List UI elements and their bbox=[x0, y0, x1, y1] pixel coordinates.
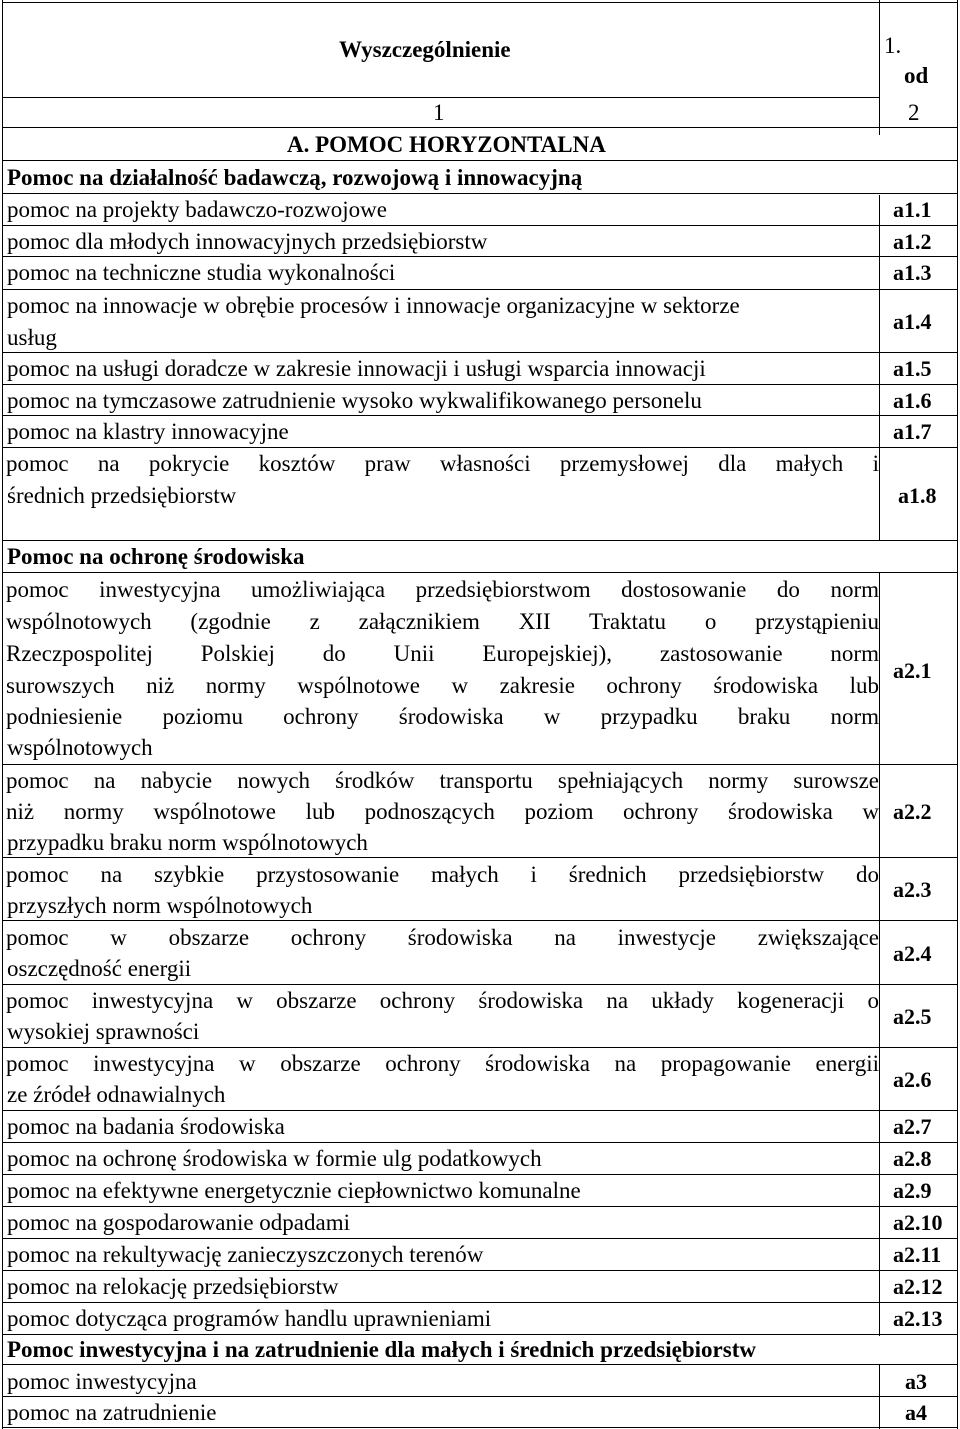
table-row-text: niż normy wspólnotowe lub podnoszących poziom ochrony środowiska w bbox=[6, 799, 879, 824]
table-row-code: a2.6 bbox=[893, 1067, 932, 1092]
table-row-text: oszczędność energii bbox=[7, 956, 192, 981]
table-row-code: a2.8 bbox=[893, 1146, 932, 1171]
table-row-text: usług bbox=[7, 325, 57, 350]
header-column-number: 2 bbox=[908, 100, 920, 125]
table-row-text: surowszych niż normy wspólnotowe w zakresie ochrony środowiska lub bbox=[6, 673, 879, 698]
table-row-text: pomoc na rekultywację zanieczyszczonych terenów bbox=[7, 1242, 484, 1267]
row-divider bbox=[2, 572, 958, 573]
table-row-code: a1.4 bbox=[893, 309, 932, 334]
table-row-code: a2.10 bbox=[893, 1210, 943, 1235]
table-row-code: a2.7 bbox=[893, 1114, 932, 1139]
table-row-text: pomoc na relokację przedsiębiorstw bbox=[7, 1274, 339, 1299]
table-row-text: ze źródeł odnawialnych bbox=[7, 1082, 226, 1107]
table-row-code: a2.1 bbox=[893, 658, 932, 683]
table-row-text: pomoc na pokrycie kosztów praw własności przemysłowej dla małych i bbox=[6, 451, 879, 476]
table-row-text: pomoc w obszarze ochrony środowiska na inwestycje zwiększające bbox=[6, 925, 879, 950]
header-column-label: Wyszczególnienie bbox=[339, 37, 511, 62]
table-row-code: a1.1 bbox=[893, 197, 932, 222]
table-row-text: pomoc dotycząca programów handlu uprawnieniami bbox=[7, 1306, 492, 1331]
row-divider bbox=[2, 127, 958, 128]
header-column2-label-line2: od bbox=[904, 63, 929, 88]
table-row-text: pomoc na szybkie przystosowanie małych i średnich przedsiębiorstw do bbox=[6, 862, 879, 887]
table-row-code: a2.12 bbox=[893, 1274, 943, 1299]
table-row-text: pomoc na techniczne studia wykonalności bbox=[7, 260, 396, 285]
table-row-text: pomoc inwestycyjna umożliwiająca przedsiębiorstwom dostosowanie do norm bbox=[6, 577, 879, 602]
group-title: Pomoc inwestycyjna i na zatrudnienie dla małych i średnich przedsiębiorstw bbox=[7, 1337, 756, 1362]
header-column-number: 1 bbox=[433, 100, 445, 125]
table-row-code: a2.4 bbox=[893, 941, 932, 966]
table-row-text: podniesienie poziomu ochrony środowiska w przypadku braku norm bbox=[6, 704, 879, 729]
table-row-text: pomoc inwestycyjna w obszarze ochrony środowiska na propagowanie energii bbox=[6, 1051, 879, 1076]
table-row-code: a3 bbox=[905, 1369, 927, 1394]
table-row-text: wspólnotowych bbox=[7, 735, 153, 760]
table-row-text: pomoc na badania środowiska bbox=[7, 1114, 285, 1139]
table-row-code: a1.8 bbox=[898, 483, 937, 508]
table-row-text: pomoc na innowacje w obrębie procesów i innowacje organizacyjne w sektorze bbox=[7, 293, 740, 318]
table-row-text: pomoc na klastry innowacyjne bbox=[7, 419, 289, 444]
table-row-text: pomoc na tymczasowe zatrudnienie wysoko wykwalifikowanego personelu bbox=[7, 388, 702, 413]
table-border-left bbox=[2, 0, 3, 1429]
table-row-text: pomoc dla młodych innowacyjnych przedsiębiorstw bbox=[7, 229, 488, 254]
table-row-code: a2.3 bbox=[893, 877, 932, 902]
group-title: Pomoc na działalność badawczą, rozwojową i innowacyjną bbox=[7, 165, 583, 190]
group-title: Pomoc na ochronę środowiska bbox=[7, 544, 305, 569]
column-divider bbox=[879, 0, 880, 135]
table-row-text: średnich przedsiębiorstw bbox=[7, 483, 237, 508]
table-row-text: przypadku braku norm wspólnotowych bbox=[7, 830, 368, 855]
table-row-text: pomoc na usługi doradcze w zakresie innowacji i usługi wsparcia innowacji bbox=[7, 356, 706, 381]
table-row-text: Rzeczpospolitej Polskiej do Unii Europejskiej), zastosowanie norm bbox=[6, 641, 879, 666]
table-row-text: pomoc na zatrudnienie bbox=[7, 1400, 217, 1425]
table-row-text: pomoc na ochronę środowiska w formie ulg podatkowych bbox=[7, 1146, 542, 1171]
table-row-text: pomoc inwestycyjna w obszarze ochrony środowiska na układy kogeneracji o bbox=[6, 988, 879, 1013]
table-row-text: pomoc na projekty badawczo-rozwojowe bbox=[7, 197, 387, 222]
table-row-code: a4 bbox=[905, 1400, 927, 1425]
table-row-code: a1.7 bbox=[893, 419, 932, 444]
table-row-code: a2.5 bbox=[893, 1004, 932, 1029]
column-divider bbox=[879, 572, 880, 1336]
column-divider bbox=[879, 195, 880, 541]
header-column2-label: 1. bbox=[884, 33, 902, 58]
table-row-text: pomoc na gospodarowanie odpadami bbox=[7, 1210, 350, 1235]
table-row-code: a2.13 bbox=[893, 1306, 943, 1331]
table-row-text: wysokiej sprawności bbox=[7, 1019, 200, 1044]
table-row-text: pomoc na efektywne energetycznie ciepłownictwo komunalne bbox=[7, 1178, 581, 1203]
table-row-code: a1.5 bbox=[893, 356, 932, 381]
table-row-code: a1.3 bbox=[893, 260, 932, 285]
table-row-code: a2.11 bbox=[893, 1242, 942, 1267]
table-border-right bbox=[957, 0, 958, 1429]
table-row-code: a2.2 bbox=[893, 799, 932, 824]
table-row-text: pomoc inwestycyjna bbox=[7, 1369, 197, 1394]
row-divider bbox=[2, 160, 958, 161]
table-row-text: przyszłych norm wspólnotowych bbox=[7, 893, 313, 918]
table-row-code: a1.6 bbox=[893, 388, 932, 413]
table-row-code: a2.9 bbox=[893, 1178, 932, 1203]
table-row-text: pomoc na nabycie nowych środków transportu spełniających normy surowsze bbox=[6, 768, 879, 793]
section-title: A. POMOC HORYZONTALNA bbox=[287, 132, 606, 157]
table-row-text: wspólnotowych (zgodnie z załącznikiem XII Traktatu o przystąpieniu bbox=[6, 609, 879, 634]
table-border-top bbox=[2, 2, 958, 3]
table-row-code: a1.2 bbox=[893, 229, 932, 254]
